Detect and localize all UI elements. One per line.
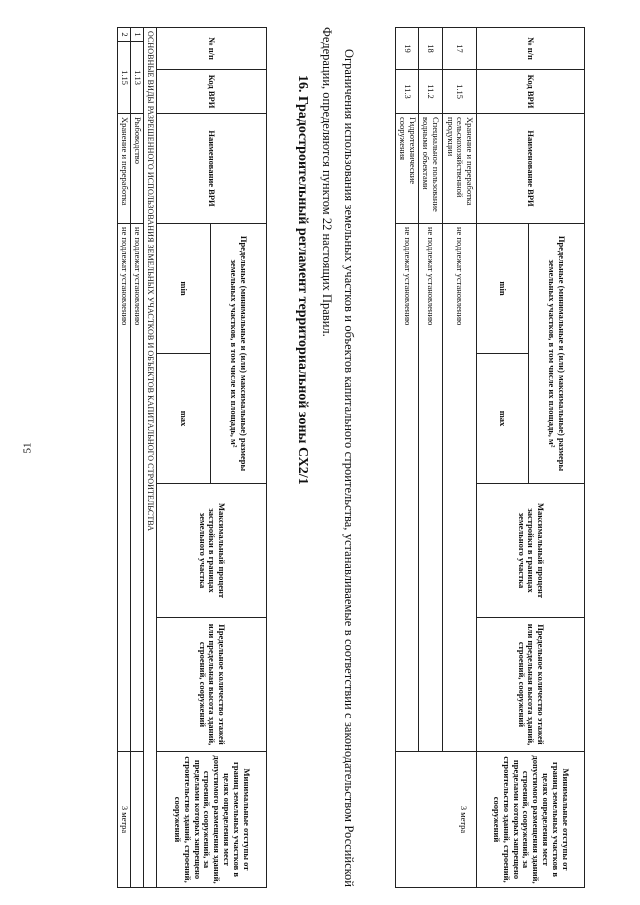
table-row: 17 1.15 Хранение и переработка сельскохозяйственной продукции не подлежат установлению 3 метра bbox=[443, 28, 477, 888]
table-row: 18 11.2 Специальное пользование водными объектами не подлежат установлению bbox=[419, 28, 443, 888]
table-row: 19 11.3 Гидротехнические сооружения не подлежат установлению bbox=[396, 28, 419, 888]
header-setbacks: Минимальные отступы от границ земельных участков в целях определения мест допустимого размещения зданий, строений, сооружений, за пределами которых запрещено строительство зданий, строений, сооружений bbox=[477, 752, 585, 888]
header-size-limits: Предельные (минимальные и (или) максимальные) размеры земельных участков, в том числе их площадь, м² bbox=[211, 224, 267, 484]
header-size-limits: Предельные (минимальные и (или) максимальные) размеры земельных участков, в том числе их площадь, м² bbox=[529, 224, 585, 484]
table-row: 1 1.13 Рыбоводство не подлежат установлению bbox=[131, 28, 144, 888]
header-floors: Предельное количество этажей или предельная высота зданий, строений, сооружений bbox=[477, 618, 585, 752]
table-row: 2 1.15 Хранение и переработка не подлежат установлению 3 метра bbox=[118, 28, 131, 888]
header-name: Наименование ВРИ bbox=[157, 114, 267, 224]
restrictions-paragraph: Ограничения использования земельных участков и объектов капитального строительства, устанавливаемые в соответствии с законодательством Российской Федерации, определяются пунктом 22 настоящих Правил. bbox=[320, 27, 356, 887]
section-row: ОСНОВНЫЕ ВИДЫ РАЗРЕШЕННОГО ИСПОЛЬЗОВАНИЯ ЗЕМЕЛЬНЫХ УЧАСТКОВ И ОБЪЕКТОВ КАПИТАЛЬНОГО СТРОИТЕЛЬСТВА bbox=[144, 28, 157, 888]
header-name: Наименование ВРИ bbox=[477, 114, 585, 224]
header-max-percent: Максимальный процент застройки в границах земельного участка bbox=[477, 484, 585, 618]
header-min: min bbox=[157, 224, 211, 354]
header-code: Код ВРИ bbox=[157, 70, 267, 114]
header-max: max bbox=[477, 354, 529, 484]
page-number: 51 bbox=[21, 442, 34, 454]
header-num: № п/п bbox=[477, 28, 585, 70]
header-max-percent: Максимальный процент застройки в границах земельного участка bbox=[157, 484, 267, 618]
zone-table-sx2 bbox=[117, 27, 267, 888]
zone-table-continued bbox=[395, 27, 585, 888]
header-max: max bbox=[157, 354, 211, 484]
header-floors: Предельное количество этажей или предельная высота зданий, строений, сооружений bbox=[157, 618, 267, 752]
section-heading: 16. Градостроительный регламент территориальной зоны СХ2/1 bbox=[295, 75, 310, 485]
header-setbacks: Минимальные отступы от границ земельных участков в целях определения мест допустимого размещения зданий, строений, сооружений, за пределами которых запрещено строительство зданий, строений, сооружений bbox=[157, 752, 267, 888]
header-num: № п/п bbox=[157, 28, 267, 70]
rotated-page-content bbox=[0, 27, 585, 887]
header-code: Код ВРИ bbox=[477, 70, 585, 114]
header-min: min bbox=[477, 224, 529, 354]
